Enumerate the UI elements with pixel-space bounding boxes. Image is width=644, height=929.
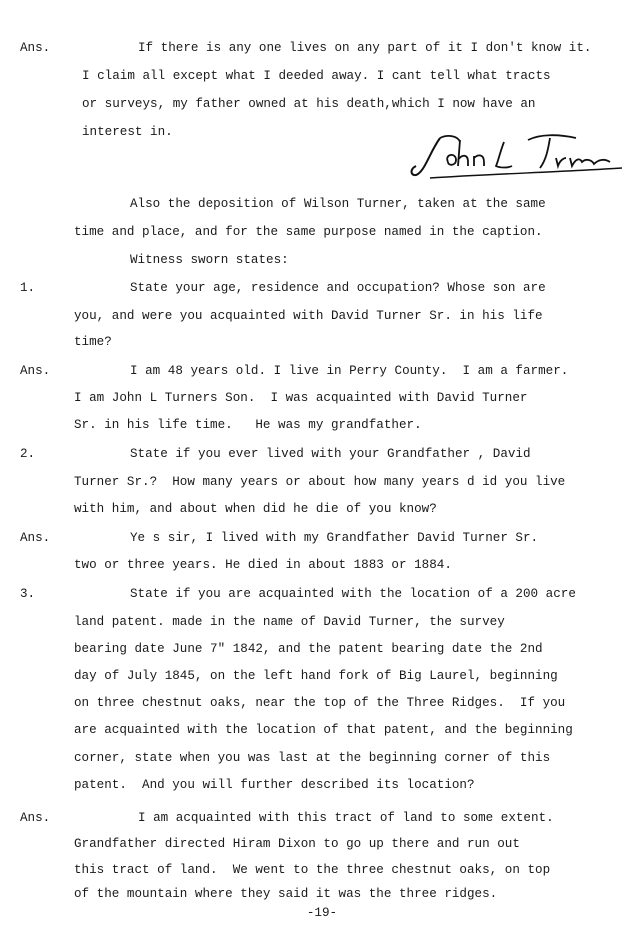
answer-label: Ans.	[20, 811, 51, 825]
text-line: I am John L Turners Son. I was acquainted with David Turner	[74, 391, 528, 405]
text-line: interest in.	[82, 125, 173, 139]
text-line: time and place, and for the same purpose named in the caption.	[74, 225, 543, 239]
text-line: bearing date June 7" 1842, and the patent bearing date the 2nd	[74, 642, 543, 656]
page-number: -19-	[306, 906, 338, 920]
text-line: two or three years. He died in about 1883 or 1884.	[74, 558, 452, 572]
text-line: Witness sworn states:	[130, 253, 289, 267]
text-line: Turner Sr.? How many years or about how many years d id you live	[74, 475, 566, 489]
text-line: patent. And you will further described its location?	[74, 778, 475, 792]
signature	[400, 124, 630, 184]
text-line: Ye s sir, I lived with my Grandfather David Turner Sr.	[130, 531, 539, 545]
text-line: with him, and about when did he die of you know?	[74, 502, 437, 516]
text-line: I claim all except what I deeded away. I cant tell what tracts	[82, 69, 551, 83]
text-line: State your age, residence and occupation? Whose son are	[130, 281, 546, 295]
text-line: this tract of land. We went to the three chestnut oaks, on top	[74, 863, 551, 877]
text-line: Sr. in his life time. He was my grandfather.	[74, 418, 422, 432]
text-line: land patent. made in the name of David Turner, the survey	[74, 615, 505, 629]
text-line: you, and were you acquainted with David Turner Sr. in his life	[74, 309, 543, 323]
text-line: are acquainted with the location of that patent, and the beginning	[74, 723, 573, 737]
text-line: of the mountain where they said it was the three ridges.	[74, 887, 498, 901]
text-line: or surveys, my father owned at his death,which I now have an	[82, 97, 536, 111]
text-line: corner, state when you was last at the beginning corner of this	[74, 751, 551, 765]
text-line: State if you ever lived with your Grandfather , David	[130, 447, 531, 461]
text-line: I am acquainted with this tract of land to some extent.	[138, 811, 554, 825]
text-line: on three chestnut oaks, near the top of the Three Ridges. If you	[74, 696, 566, 710]
text-line: I am 48 years old. I live in Perry County. I am a farmer.	[130, 364, 569, 378]
text-line: If there is any one lives on any part of it I don't know it.	[138, 41, 592, 55]
question-number: 1.	[20, 281, 36, 295]
text-line: Also the deposition of Wilson Turner, taken at the same	[130, 197, 546, 211]
text-line: time?	[74, 335, 112, 349]
text-line: Grandfather directed Hiram Dixon to go up there and run out	[74, 837, 520, 851]
answer-label: Ans.	[20, 531, 51, 545]
question-number: 2.	[20, 447, 36, 461]
question-number: 3.	[20, 587, 36, 601]
text-line: State if you are acquainted with the location of a 200 acre	[130, 587, 576, 601]
answer-label: Ans.	[20, 41, 51, 55]
answer-label: Ans.	[20, 364, 51, 378]
text-line: day of July 1845, on the left hand fork of Big Laurel, beginning	[74, 669, 558, 683]
